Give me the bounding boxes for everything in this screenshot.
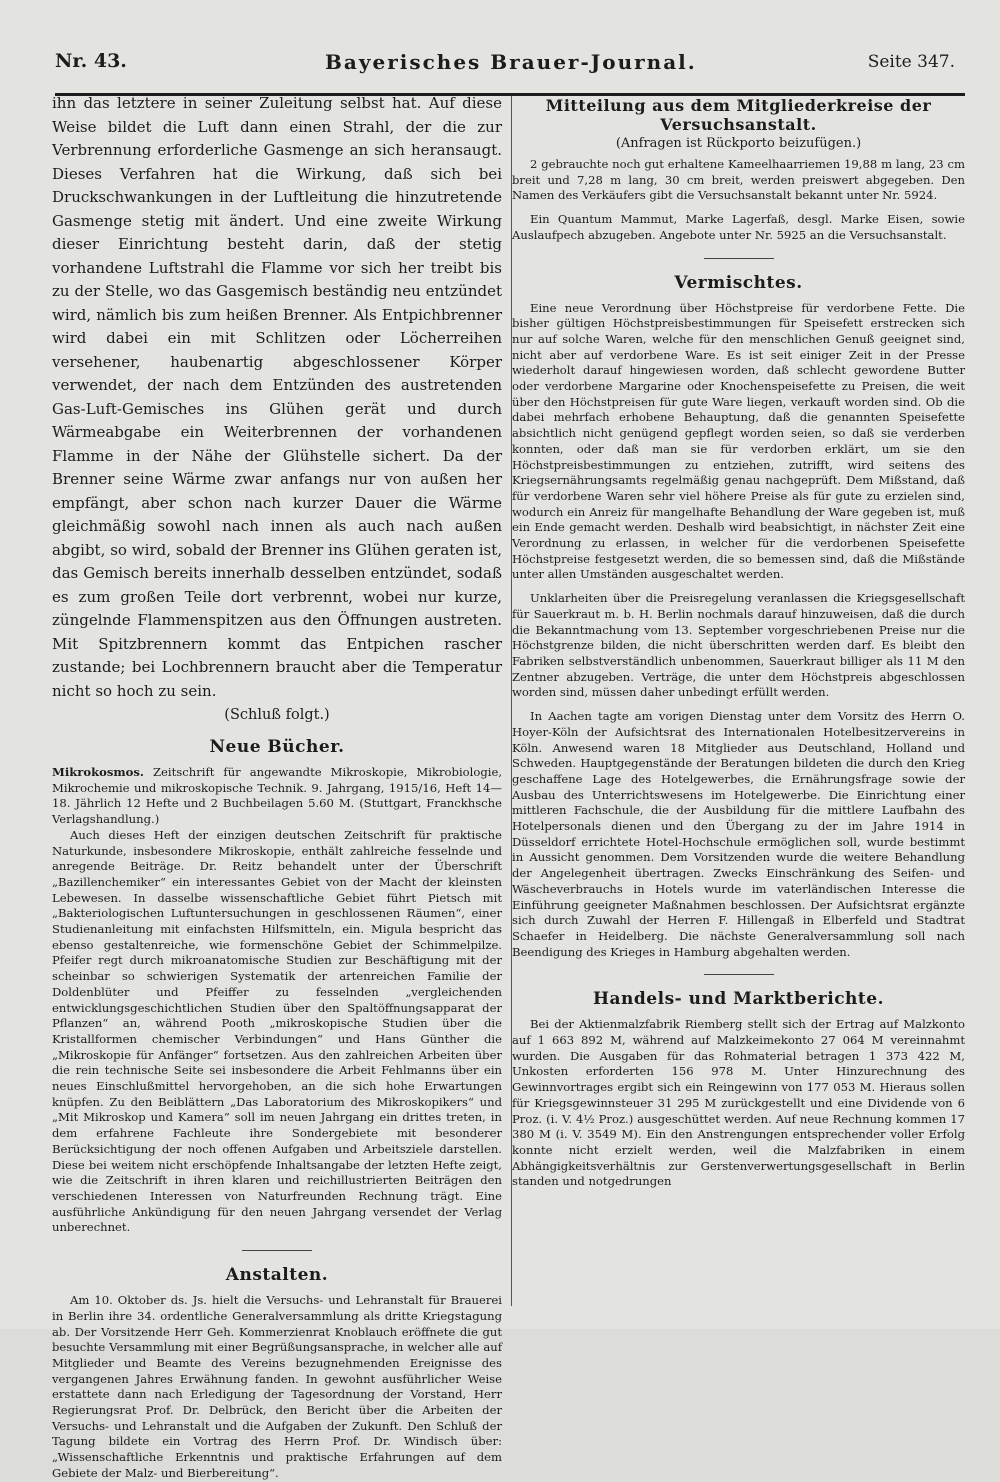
section-rule [704,258,774,259]
classified-item-5925: Ein Quantum Mammut, Marke Lagerfaß, desgl. Marke Eisen, sowie Auslaufpech abzugeben. Angebote unter Nr. 5925 an die Versuchsanstalt. [512,212,965,242]
article-continuation: ihn das letztere in seiner Zuleitung selbst hat. Auf diese Weise bildet die Luft dann einen Strahl, der die zur Verbrennung erforderliche Gasmenge an sich heransaugt. Dieses Verfahren hat die Wirkung, daß sich bei Druckschwankungen in der Luftleitung die hinzutretende Gasmenge stetig mit ändert. Und eine zweite Wirkung dieser Einrichtung besteht darin, daß der stetig vorhandene Luftstrahl die Flamme vor sich her treibt bis zu der Stelle, wo das Gasgemisch beständig neu entzündet wird, nämlich bis zum heißen Brenner. Als Entpichbrenner wird dabei ein mit Schlitzen oder Löcherreihen versehener, haubenartig abgeschlossener Körper verwendet, der nach dem Entzünden des austretenden Gas-Luft-Gemisches ins Glühen gerät und durch Wärmeabgabe ein Weiterbrennen der vorhandenen Flamme in der Nähe der Glühstelle sichert. Da der Brenner seine Wärme zwar anfangs nur von außen her empfängt, aber schon nach kurzer Dauer die Wärme gleichmäßig sowohl nach innen als auch nach außen abgibt, so wird, sobald der Brenner ins Glühen geraten ist, das Gemisch bereits innerhalb desselben entzündet, sodaß es zum großen Teile dort verbrennt, wobei nur kurze, züngelnde Flammenspitzen aus den Öffnungen austreten. Mit Spitzbrennern kommt das Entpichen rascher zustande; bei Lochbrennern braucht aber die Temperatur nicht so hoch zu sein. [52,94,502,700]
section-rule [242,1250,312,1251]
right-column [512,92,965,1190]
section-heading-mitteilung: Mitteilung aus dem Mitgliederkreise der Versuchsanstalt. [545,96,932,134]
page-number: Seite 347. [867,52,955,72]
mitteilung-note: (Anfragen ist Rückporto beizufügen.) [615,136,862,151]
section-heading-handels: Handels- und Marktberichte. [592,989,884,1010]
book-citation [52,765,502,828]
vermischtes-hotel: In Aachen tagte am vorigen Dienstag unter dem Vorsitz des Herrn O. Hoyer-Köln der Aufsichtsrat des Internationalen Hotelbesitzervereins in Köln. Anwesend waren 18 Mitglieder aus Deutschland, Holland und Schweden. Hauptgegenstände der Beratungen bildeten die durch den Krieg geschaffene Lage des Hotelgewerbes, die Ernährungsfrage sowie der Ausbau des Unterrichtswesens im Hotelgewerbe. Die Einrichtung einer mittleren Fachschule, die der Ausbildung für die mittlere Laufbahn des Hotelpersonals dienen und den Übergang zu der im Jahre 1914 in Düsseldorf errichtete Hotel-Hochschule ermöglichen soll, wurde bestimmt in Aussicht genommen. Dem Vorsitzenden wurde die weitere Behandlung der Angelegenheit übertragen. Zwecks Einschränkung des Seifen- und Wäscheverbrauchs in Hotels wurde im vaterländischen Interesse die Einführung geeigneter Maßnahmen beschlossen. Der Aufsichtsrat ergänzte sich durch Zuwahl der Herren F. Hillengaß in Elberfeld und Stadtrat Schaefer in Heidelberg. Die nächste Generalversammlung soll nach Beendigung des Krieges in Hamburg abgehalten werden. [512,709,965,959]
section-rule [704,974,774,975]
vermischtes-sauerkraut: Unklarheiten über die Preisregelung veranlassen die Kriegsgesellschaft für Sauerkraut m. b. H. Berlin nochmals darauf hinzuweisen, daß die durch die Bekanntmachung vom 13. September vorgeschriebenen Preise nur die Höchstgrenze bilden, die nicht überschritten werden darf. Es bleibt den Fabriken selbstverständlich unbenommen, Sauerkraut billiger als 11 M den Zentner abzugeben. Verträge, die unter dem Höchstpreis abgeschlossen worden sind, müssen daher unbedingt erfüllt werden. [512,591,965,700]
vermischtes-fette: Eine neue Verordnung über Höchstpreise für verdorbene Fette. Die bisher gültigen Höchstpreisbestimmungen für Speisefett erstrecken sich nur auf solche Waren, welche für den menschlichen Genuß geeignet sind, nicht aber auf verdorbene Ware. Es ist seit einiger Zeit in der Presse wiederholt darauf hingewiesen worden, daß schlecht gewordene Butter oder verdorbene Margarine oder Knochenspeisefette zu Preisen, die weit über den Höchstpreisen für gute Ware liegen, verkauft worden sind. Ob die dabei mehrfach erhobene Behauptung, daß die genannten Speisefette absichtlich nicht genügend gepflegt worden seien, so daß sie verderben konnten, oder daß man sie für verdorben erklärt, um sie den Höchstpreisbestimmungen zu entziehen, zutrifft, wird seitens des Kriegsernährungsamts regelmäßig genau nachgeprüft. Dem Mißstand, daß für verdorbene Waren sehr viel höhere Preise als für gute zu erzielen sind, wodurch ein Anreiz für mangelhafte Behandlung der Ware gegeben ist, muß ein Ende gemacht werden. Deshalb wird beabsichtigt, in nächster Zeit eine Verordnung zu erlassen, in welcher für die verdorbenen Speisefette Höchstpreise festgesetzt werden, die so bemessen sind, daß die Mißstände unter allen Umständen ausgeschaltet werden. [512,300,965,582]
left-column [52,92,502,1482]
section-heading-neue-buecher: Neue Bücher. [209,737,345,757]
continued-note: (Schluß folgt.) [224,707,330,723]
handels-text: Bei der Aktienmalzfabrik Riemberg stellt sich der Ertrag auf Malzkonto auf 1 663 892 M, während auf Malzkeimekonto 27 064 M vereinnahmt wurden. Die Ausgaben für das Rohmaterial betragen 1 373 422 M, Unkosten erforderten 156 978 M. Unter Hinzurechnung des Gewinnvortrages ergibt sich ein Reingewinn von 177 053 M. Hieraus sollen für Kriegsgewinnsteuer 31 295 M zurückgestellt und eine Dividende von 6 Proz. (i. V. 4½ Proz.) ausgeschüttet werden. Auf neue Rechnung kommen 17 380 M (i. V. 3549 M). Ein den Anstrengungen entsprechender voller Erfolg konnte nicht erzielt werden, weil die Malzfabriken in einem Abhängigkeitsverhältnis zur Gerstenverwertungsgesellschaft in Berlin standen und notgedrungen [512,1017,965,1189]
journal-title: Bayerisches Brauer-Journal. [325,50,697,74]
anstalten-text: Am 10. Oktober ds. Js. hielt die Versuchs- und Lehranstalt für Brauerei in Berlin ihre 34. ordentliche Generalversammlung als dritte Kriegstagung ab. Der Vorsitzende Herr Geh. Kommerzienrat Knoblauch eröffnete die gut besuchte Versammlung mit einer Begrüßungsansprache, in welcher alle auf Mitglieder und Beamte des Vereins bezugnehmenden Ereignisse des vergangenen Jahres Erwähnung fanden. In gewohnt ausführlicher Weise erstattete dann nach Erledigung der Tagesordnung der Vorstand, Herr Regierungsrat Prof. Dr. Delbrück, den Bericht über die Arbeiten der Versuchs- und Lehranstalt und die Aufgaben der Zukunft. Den Schluß der Tagung bildete ein Vortrag des Herrn Prof. Dr. Windisch über: „Wissenschaftliche Erkenntnis und praktische Erfahrungen auf dem Gebiete der Malz- und Bierbereitung“. [52,1293,502,1480]
book-review-text: Auch dieses Heft der einzigen deutschen Zeitschrift für praktische Naturkunde, insbesondere Mikroskopie, enthält zahlreiche fesselnde und anregende Beiträge. Dr. Reitz behandelt unter der Überschrift „Bazillenchemiker“ ein interessantes Gebiet von der Macht der kleinsten Lebewesen. In dasselbe wissenschaftliche Gebiet führt Pietsch mit „Bakteriologischen Luftuntersuchungen in geschlossenen Räumen“, einer Studienanleitung mit einfachsten Hilfsmitteln, ein. Migula bespricht das ebenso gestaltenreiche, wie formenschöne Gebiet der Schimmelpilze. Pfeifer regt durch mikroanatomische Studien zur Beschäftigung mit der scheinbar so schwierigen Systematik der artenreichen Familie der Doldenblüter und Pfeiffer zu fesselnden „vergleichenden entwicklungsgeschichtlichen Studien über den Spaltöffnungsapparat der Pflanzen“ an, während Pooth „mikroskopische Studien über die Kristallformen chemischer Verbindungen“ und Hans Günther die „Mikroskopie für Anfänger“ fortsetzen. Aus den zahlreichen Arbeiten über die rein technische Seite sei insbesondere die Arbeit Fehlmanns über ein neues Einschlußmittel hervorgehoben, an die sich hohe Erwartungen knüpfen. Zu den Beiblättern „Das Laboratorium des Mikroskopikers“ und „Mit Mikroskop und Kamera“ soll im neuen Jahrgang ein drittes treten, in dem erfahrene Fachleute ihre Sondergebiete mit besonderer Berücksichtigung der noch offenen Aufgaben und Arbeitsziele darstellen. Diese bei weitem nicht erschöpfende Inhaltsangabe der letzten Hefte zeigt, wie die Zeitschrift in ihren klaren und reichillustrierten Beiträgen den verschiedenen Interessen von Naturfreunden Rechnung trägt. Eine ausführliche Ankündigung für den neuen Jahrgang versendet der Verlag unberechnet. [52,827,502,1235]
issue-number: Nr. 43. [55,50,127,72]
book-title: Mikrokosmos. [52,765,144,779]
section-heading-vermischtes: Vermischtes. [674,272,803,293]
page-header [55,50,955,90]
classified-item-5924: 2 gebrauchte noch gut erhaltene Kameelhaarriemen 19,88 m lang, 23 cm breit und 7,28 m lang, 30 cm breit, werden preiswert abgegeben. Den Namen des Verkäufers gibt die Versuchsanstalt bekannt unter Nr. 5924. [512,157,965,203]
book-citation-text: Zeitschrift für angewandte Mikroskopie, Mikrobiologie, Mikrochemie und mikroskopische Technik. 9. Jahrgang, 1915/16, Heft 14—18. Jährlich 12 Hefte und 2 Buchbeilagen 5.60 M. (Stuttgart, Franckhsche Verlagshandlung.) [52,765,502,827]
section-heading-anstalten: Anstalten. [225,1265,329,1286]
